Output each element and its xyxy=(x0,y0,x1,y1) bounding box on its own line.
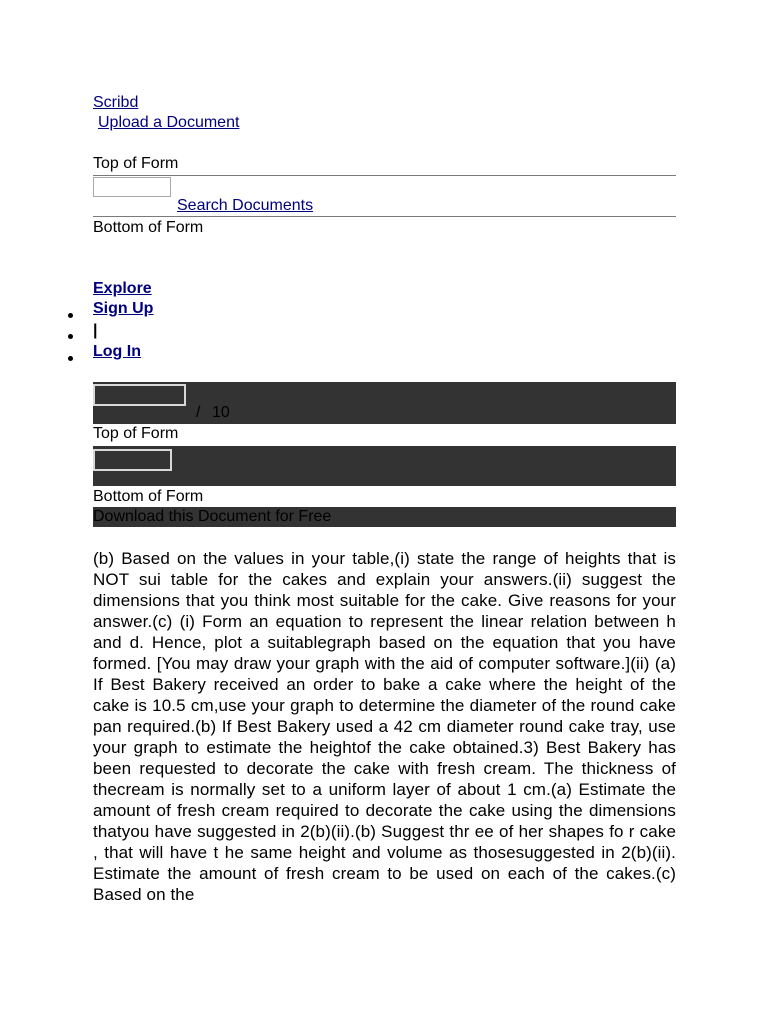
sign-up-link[interactable]: Sign Up xyxy=(93,300,154,317)
bullet-icon xyxy=(68,356,73,361)
search-form-bottom-label: Bottom of Form xyxy=(93,219,204,236)
page-separator: / xyxy=(196,404,201,421)
form-divider-bottom xyxy=(93,216,676,217)
page-number-input[interactable] xyxy=(93,384,186,406)
form-divider-top xyxy=(93,175,676,176)
search-input[interactable] xyxy=(93,177,171,197)
zoom-input[interactable] xyxy=(93,449,172,471)
bullet-icon xyxy=(68,334,73,339)
bullet-icon xyxy=(68,313,73,318)
download-bar[interactable] xyxy=(93,507,676,527)
nav-separator: | xyxy=(93,322,98,339)
log-in-link[interactable]: Log In xyxy=(93,343,141,360)
search-documents-link[interactable]: Search Documents xyxy=(177,197,314,214)
download-document-link[interactable]: Download this Document for Free xyxy=(93,508,332,525)
document-text: (b) Based on the values in your table,(i) state the range of heights that is NOT sui table for the cakes and explain your answers.(ii) suggest the dimensions that you think most suitable for the cake. Give reasons for your answer.(c) (i) Form an equation to represent the linear relation between h and d. Hence, plot a suitablegraph based on the equation that you have formed. [You may draw your graph with the aid of computer software.](ii) (a) If Best Bakery received an order to bake a cake where the height of the cake is 10.5 cm,use your graph to determine the diameter of the round cake pan required.(b) If Best Bakery used a 42 cm diameter round cake tray, use your graph to estimate the heightof the cake obtained.3) Best Bakery has been requested to decorate the cake with fresh cream. The thickness of thecream is normally set to a uniform layer of about 1 cm.(a) Estimate the amount of fresh cream required to decorate the cake using the dimensions thatyou have suggested in 2(b)(ii).(b) Suggest thr ee of her shapes fo r cake , that will have t he same height and volume as thosesuggested in 2(b)(ii). Estimate the amount of fresh cream to be used on each of the cakes.(c) Based on the xyxy=(93,549,676,904)
viewer-form-bottom-label: Bottom of Form xyxy=(93,488,204,505)
explore-link[interactable]: Explore xyxy=(93,280,152,297)
upload-document-link[interactable]: Upload a Document xyxy=(98,114,240,131)
search-form-top-label: Top of Form xyxy=(93,155,179,172)
scribd-home-link[interactable]: Scribd xyxy=(93,94,139,111)
viewer-form-top-label: Top of Form xyxy=(93,425,179,442)
page-total: 10 xyxy=(212,404,230,421)
viewer-zoom-bar xyxy=(93,446,676,486)
